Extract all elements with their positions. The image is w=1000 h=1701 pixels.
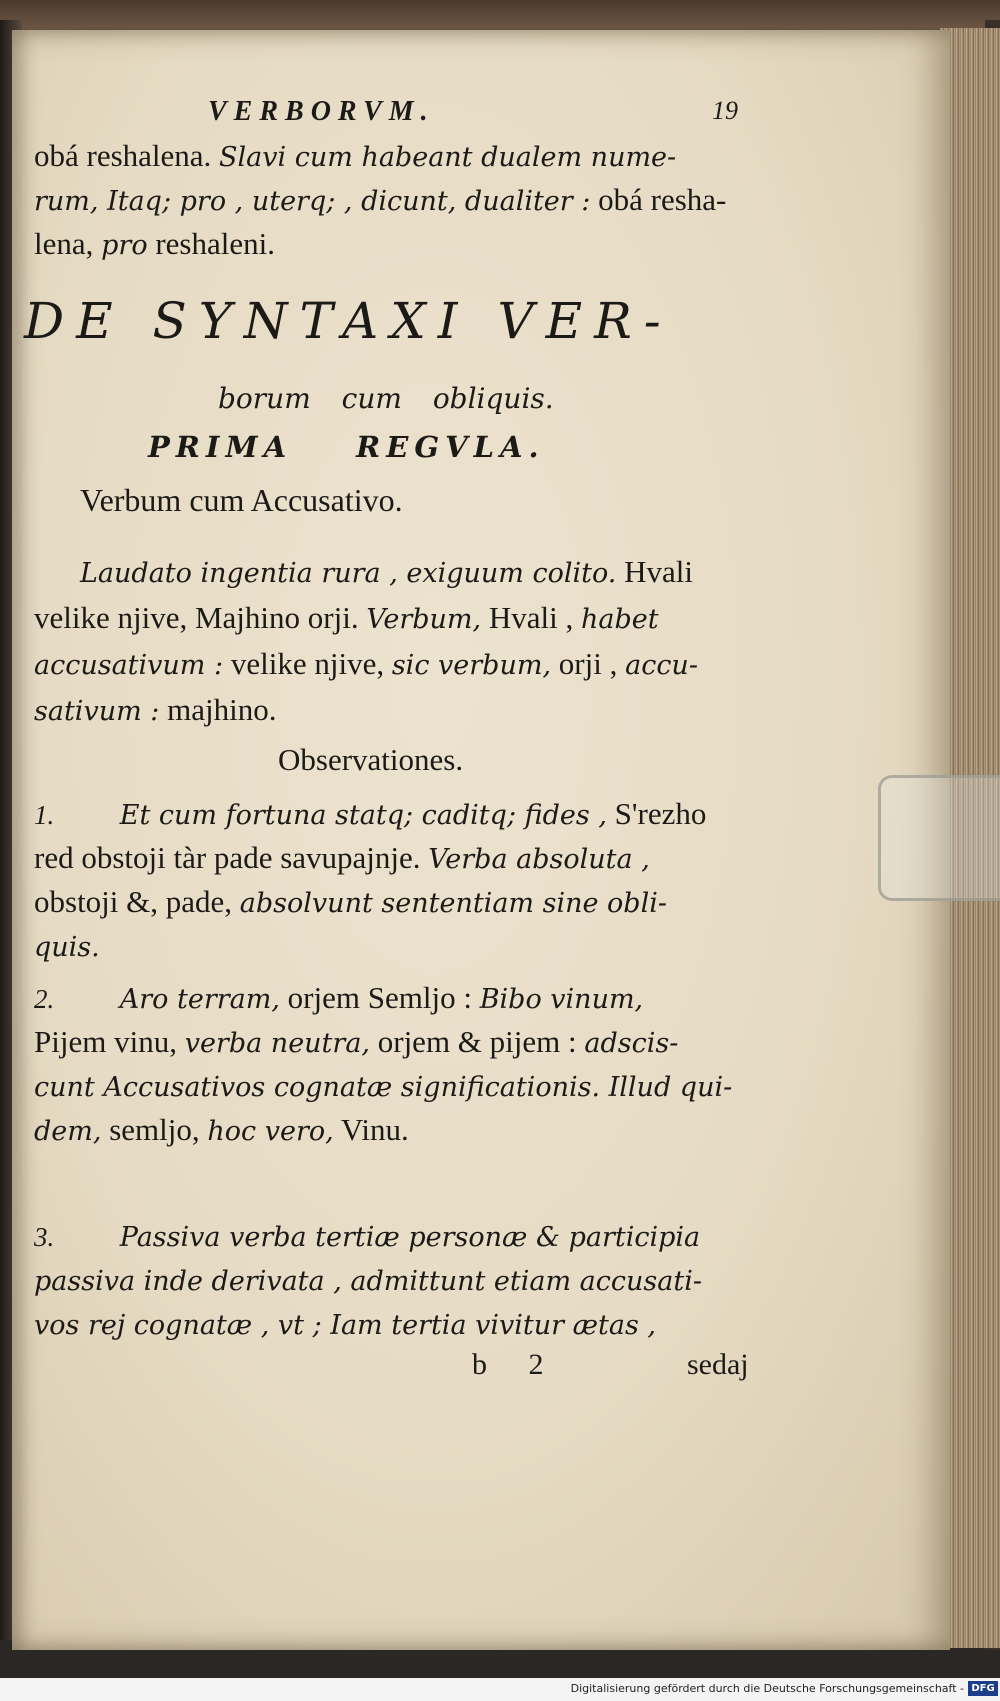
observation-number: 2. xyxy=(34,984,55,1014)
dfg-logo: DFG xyxy=(968,1681,998,1696)
signature-mark: b 2 xyxy=(472,1348,544,1381)
text-line: 2. Aro terram, orjem Semljo : Bibo vinum, xyxy=(34,980,644,1015)
text-line: lena, pro reshaleni. xyxy=(34,226,275,261)
page-holder-clip xyxy=(878,775,1000,901)
observation-number: 3. xyxy=(34,1222,55,1252)
text-line: 1. Et cum fortuna statq; caditq; fides , S'rezho xyxy=(34,796,707,831)
text-line: red obstoji tàr pade savupajnje. Verba absoluta , xyxy=(34,840,650,875)
observations-heading: Observationes. xyxy=(278,742,464,777)
book-page xyxy=(12,30,950,1650)
text-line: obá reshalena. Slavi cum habeant dualem nume- xyxy=(34,138,677,173)
text-line: accusativum : velike njive, sic verbum, orji , accu- xyxy=(34,646,698,681)
text-line: Pijem vinu, verba neutra, orjem & pijem : adscis- xyxy=(34,1024,679,1059)
section-title: DE SYNTAXI VER- xyxy=(24,292,673,350)
footer-credit: Digitalisierung gefördert durch die Deutsche Forschungsgemeinschaft - xyxy=(570,1682,964,1695)
text-line: velike njive, Majhino orji. Verbum, Hvali , habet xyxy=(34,600,659,635)
section-subtitle: borum cum obliquis. xyxy=(218,382,554,415)
page-number: 19 xyxy=(712,96,738,125)
footer-bar xyxy=(0,1678,1000,1701)
text-line: quis. xyxy=(34,932,100,963)
running-head: VERBORVM. xyxy=(208,96,435,127)
text-line: Laudato ingentia rura , exiguum colito. Hvali xyxy=(80,554,693,589)
text-line: 3. Passiva verba tertiæ personæ & participia xyxy=(34,1222,701,1253)
text-line: obstoji &, pade, absolvunt sententiam sine obli- xyxy=(34,884,667,919)
text-line: dem, semljo, hoc vero, Vinu. xyxy=(34,1112,409,1147)
text-line: vos rej cognatæ , vt ; Iam tertia vivitur ætas , xyxy=(34,1310,656,1341)
text-line: sativum : majhino. xyxy=(34,692,277,727)
text-line: rum, Itaq; pro , uterq; , dicunt, dualiter : obá resha- xyxy=(34,182,727,217)
rule-title: PRIMA REGVLA. xyxy=(148,430,545,464)
text-line: passiva inde derivata , admittunt etiam accusati- xyxy=(34,1266,702,1297)
observation-number: 1. xyxy=(34,800,55,830)
text-line: cunt Accusativos cognatæ significationis. Illud qui- xyxy=(34,1072,733,1103)
catchword: sedaj xyxy=(687,1348,749,1381)
rule-text: Verbum cum Accusativo. xyxy=(80,482,403,518)
